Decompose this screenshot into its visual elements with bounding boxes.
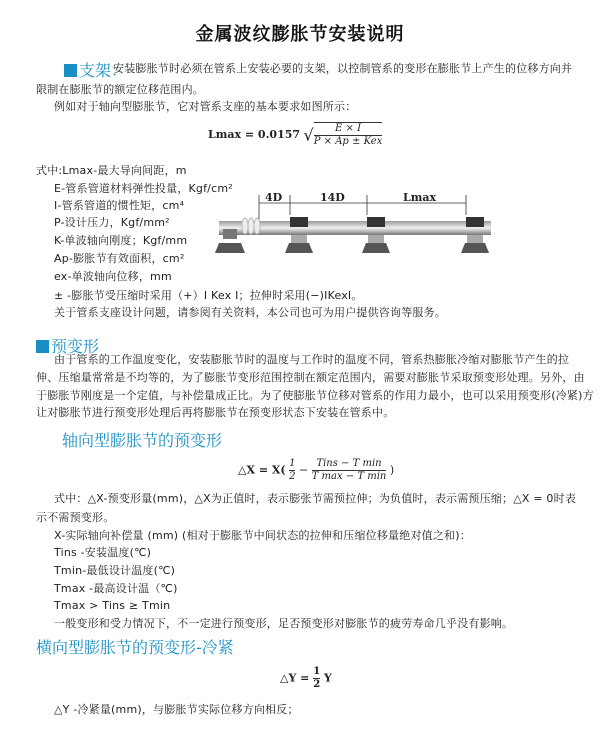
text-line: 示不需预变形。 [36,511,115,524]
minus-sign: − [298,463,309,477]
fraction-half [313,666,320,691]
def-line: 式中:Lmax-最大导向间距，m [36,164,187,177]
denominator: 2 [313,679,321,690]
def-line: ± -膨胀节受压缩时采用（+）I Kex I；拉伸时采用(−)IKexI。 [54,289,363,302]
text-line: 由于管系的工作温度变化，安装膨胀节时的温度与工作时的温度不同，管系热膨胀冷缩对膨胀节产生的拉 [54,353,570,366]
formula-lmax [208,122,382,148]
dim-label-4d: 4D [265,191,283,204]
numerator: 1 [289,458,296,469]
denominator: P × Ap ± Kex [313,136,383,147]
formula-rhs: Y [324,671,332,685]
pipe-diagram-graphic [215,195,495,265]
text-line: Tmax -最高设计温（℃) [54,582,178,595]
subheading-lateral: 横向型膨胀节的预变形-冷紧 [36,638,234,657]
denominator: T max − T min [311,471,387,482]
text-line: 一般变形和受力情况下，不一定进行预变形，足否预变形对膨胀节的疲劳寿命几乎没有影响。 [54,617,514,630]
def-line: Ap-膨胀节有效面积，cm² [54,252,185,265]
text-line: 让对膨胀节进行预变形处理后再将膨胀节在预变形状态下安装在管系中。 [36,406,395,419]
formula-rhs: ) [389,463,395,477]
dim-label-lmax: Lmax [403,191,437,204]
numerator: Tins − T min [312,458,387,471]
text-line: 伸、压缩量常常是不均等的，为了膨胀节变形范围控制在额定范围内，需要对膨胀节采取预变形处理。另外，由 [36,371,585,384]
text-line: Tins -安装温度(℃) [54,546,152,559]
text-line: 安装膨胀节时必须在管系上安装必要的支架，以控制管系的变形在膨胀节上产生的位移方向并 [113,62,573,75]
text-line: 限制在膨胀节的额定位移范围内。 [36,83,204,96]
text-line: Tmax > Tins ≥ Tmin [54,599,171,612]
text-line: X-实际轴向补偿量 (mm) (相对于膨胀节中间状态的拉伸和压缩位移量绝对值之和)： [54,529,471,542]
sqrt-icon: √ [303,125,314,145]
bullet-square-icon [36,340,49,353]
bullet-square-icon [64,64,77,77]
page-title: 金属波纹膨胀节安装说明 [195,24,405,45]
text-line: 于膨胀节刚度是一个定值，与补偿量成正比。为了使膨胀节位移对管系的作用力最小，也可以采用预变形(冷紧)方 [36,389,594,402]
def-line: ex-单波轴向位移，mm [54,270,172,283]
def-line: E-管系管道材料弹性投量，Kgf/cm² [54,182,233,195]
pipe-support-diagram [215,191,495,265]
formula-lhs: Lmax = 0.0157 [208,128,301,141]
formula-delta-y [280,666,332,691]
def-line: 关于管系支座设计问题，请参阅有关资料，本公司也可为用户提供咨询等服务。 [54,306,446,319]
denominator: 2 [289,471,296,482]
numerator: 1 [313,666,321,677]
formula-delta-x [238,458,394,483]
fraction-half [289,458,295,483]
text-line: 例如对于轴向型膨胀节，它对管系支座的基本要求如图所示： [54,100,357,113]
heading-text: 支架： [79,61,128,80]
numerator: E × I [314,123,383,136]
subheading-axial: 轴向型膨胀节的预变形 [62,431,223,450]
text-line: △Y -冷紧量(mm)，与膨胀节实际位移方向相反； [54,703,299,716]
def-line: P-设计压力，Kgf/mm² [54,216,170,229]
text-line: Tmin-最低设计温度(℃) [54,564,176,577]
formula-lhs: △X = X( [238,463,286,477]
fraction-temp [312,458,387,483]
dim-label-14d: 14D [320,191,345,204]
def-line: I-管系管道的惯性矩，cm⁴ [54,199,185,212]
heading-text: 预变形 [51,337,100,356]
fraction [314,122,383,148]
formula-lhs: △Y = [280,671,310,685]
text-line: 式中：△X-预变形量(mm)，△X为正值时，表示膨张节需预拉伸；为负值时，表示需预压缩；△X = 0时表 [54,492,577,505]
def-line: K-单波轴向刚度；Kgf/mm [54,234,188,247]
